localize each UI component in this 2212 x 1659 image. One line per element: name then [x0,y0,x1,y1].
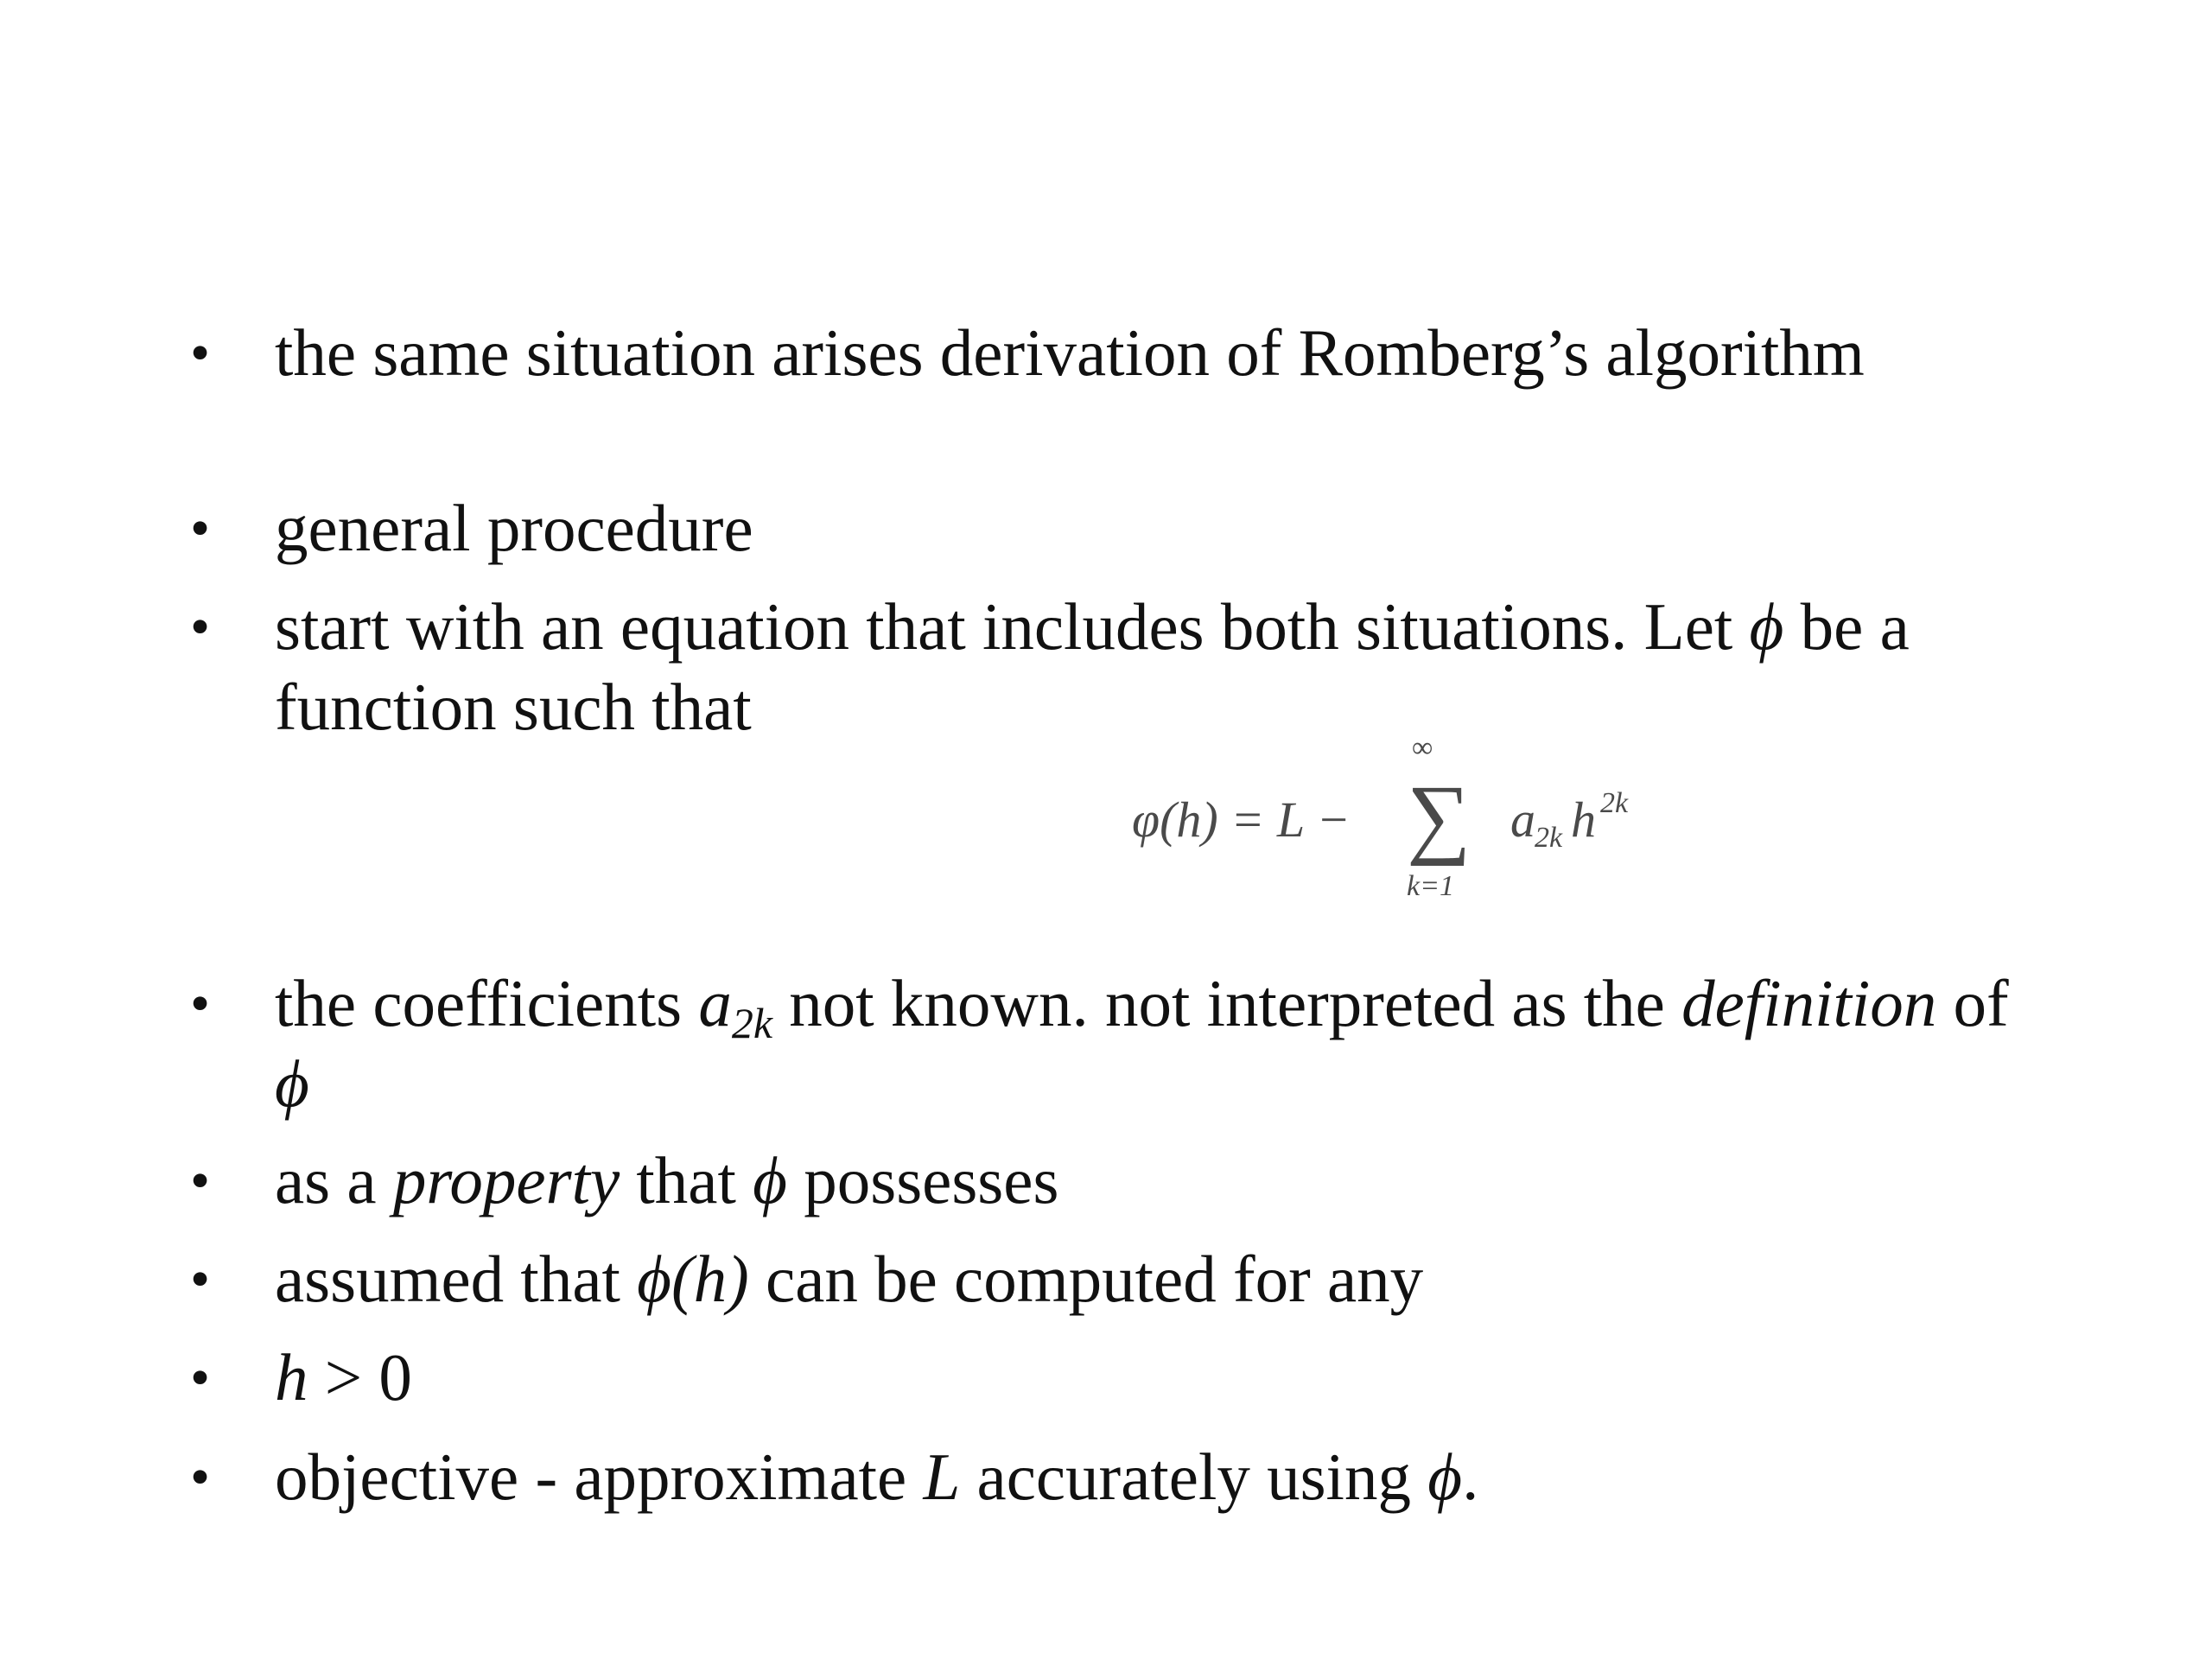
variable-h: h [275,1340,308,1414]
bullet-text-rest: > 0 [308,1340,412,1414]
bullet-text-of: of [1936,966,2009,1040]
bullet-text-prefix: objective - approximate [275,1440,924,1514]
formula-term-h: h [1571,791,1596,848]
bullet-text-suffix: can be computed for any [748,1242,1424,1316]
bullet-text: general procedure [275,491,753,565]
phi-symbol: ϕ [1427,1440,1463,1514]
bullet-item-assumed [275,1239,2055,1319]
bullet-text-prefix: assumed that [275,1242,638,1316]
bullet-text-prefix: the coefficients [275,966,699,1040]
bullet-text-suffix: . [1462,1440,1479,1514]
bullet-item-coefficients [275,963,2055,1124]
bullet-item-objective [275,1437,2055,1517]
bullet-text-middle: accurately using [960,1440,1428,1514]
bullet-text-prefix: as a [275,1143,393,1217]
phi-symbol: ϕ [1749,589,1784,664]
bullet-text-suffix: possesses [786,1143,1059,1217]
formula-term-h-superscript: 2k [1600,787,1629,819]
formula-lower-limit: k=1 [1407,870,1455,902]
bullet-item-romberg [275,313,2055,393]
bullet-text-prefix: start with an equation that includes both situations. Let [275,589,1750,664]
emphasis-definition: definition [1681,966,1937,1040]
phi-symbol: ϕ [275,1046,309,1121]
formula-lhs: φ(h) = L − [1132,791,1351,848]
variable-l: L [923,1440,961,1514]
bullet-text-middle: that [620,1143,753,1217]
formula-term-a-subscript: 2k [1535,822,1563,854]
coefficient-symbol: a [698,966,732,1040]
formula-sum-sign: ∑ [1407,767,1471,867]
formula-graphic [1132,732,1668,914]
phi-symbol: ϕ [753,1143,787,1217]
bullet-item-property [275,1141,2055,1221]
formula-upper-limit: ∞ [1412,732,1433,764]
coefficient-subscript: 2k [731,999,773,1047]
formula-phi-series [1132,732,1668,914]
bullet-text-middle: not known. not interpreted as the [772,966,1682,1040]
bullet-item-h-positive [275,1338,2055,1418]
bullet-text: the same situation arises derivation of Romberg’s algorithm [275,315,1865,390]
formula-term-a: a [1510,791,1535,848]
bullet-item-start-equation [275,587,2055,747]
phi-of-h: ϕ(h) [637,1242,749,1316]
bullet-item-general-procedure [275,488,2055,569]
bullet-text-suffix: be a function such that [275,589,1910,744]
emphasis-property: property [392,1143,620,1217]
